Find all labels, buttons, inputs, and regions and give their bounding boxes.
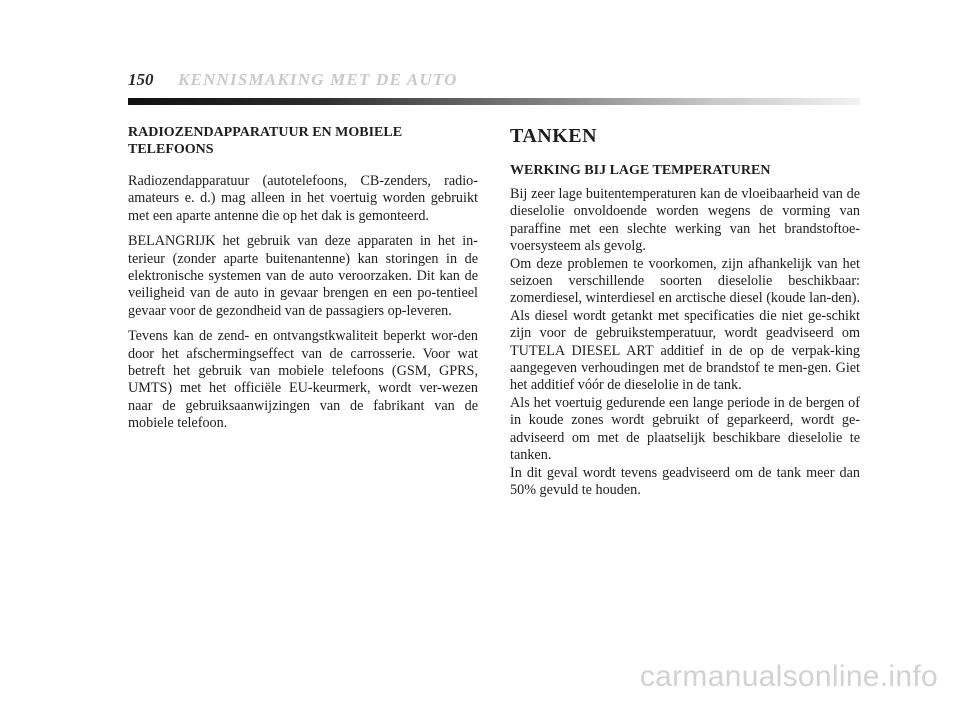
radio-paragraph-1: Radiozendapparatuur (autotelefoons, CB-zenders, radio-amateurs e. d.) mag alleen in het voertuig worden gebruikt met een aparte antenne die op het dak is gemonteerd. [128,173,478,224]
radio-paragraph-3: Tevens kan de zend- en ontvangstkwaliteit beperkt wor-den door het afschermingseffect van de carrosserie. Voor wat betreft het gebruik van mobiele telefoons (GSM, GPRS, UMTS) met het officiële EU-keurmerk, wordt ver-wezen naar de gebruiksaanwijzingen van de fabrikant van de mobiele telefoon. [128,328,478,432]
running-title: KENNISMAKING MET DE AUTO [178,70,458,89]
fuel-paragraph-3: Als het voertuig gedurende een lange periode in de bergen of in koude zones wordt gebruikt of geparkeerd, wordt ge-adviseerd om met de plaatselijk beschikbare dieselolie te tanken. [510,394,860,464]
watermark-text: carmanualsonline.info [639,660,938,693]
radio-section-heading: RADIOZENDAPPARATUUR EN MOBIELE TELEFOONS [128,125,403,157]
section-title-tanken: TANKEN [510,125,598,147]
left-column [128,124,478,441]
fuel-paragraph-4: In dit geval wordt tevens geadviseerd om de tank meer dan 50% gevuld te houden. [510,464,860,498]
radio-paragraph-2: BELANGRIJK het gebruik van deze apparaten in het in-terieur (zonder aparte buitenantenne) kan storingen in de elektronische systemen van de auto veroorzaken. Dit kan de veiligheid van de auto in gevaar brengen en een po-tentieel gevaar voor de gezondheid van de passagiers op-leveren. [128,233,478,319]
fuel-paragraph-2: Om deze problemen te voorkomen, zijn afhankelijk van het seizoen verschillende soorten dieselolie beschikbaar: zomerdiesel, winterdiesel en arctische diesel (koude lan-den). Als diesel wordt getankt met specificaties die niet ge-schikt zijn voor de gebruikstemperatuur, wordt geadviseerd om TUTELA DIESEL ART additief in de op de verpak-king aangegeven verhoudingen met de brandstof te men-gen. Giet het additief vóór de dieselolie in de tank. [510,255,860,394]
page-number: 150 [128,70,154,89]
fuel-paragraph-1: Bij zeer lage buitentemperaturen kan de vloeibaarheid van de dieselolie onvoldoende worden wegens de vorming van paraffine met een slechte werking van het brandstoftoe-voersysteem als gevolg. [510,186,860,255]
page-header [128,70,868,96]
low-temperature-heading: WERKING BIJ LAGE TEMPERATUREN [510,163,771,178]
right-column [510,124,860,499]
header-rule [128,98,860,105]
